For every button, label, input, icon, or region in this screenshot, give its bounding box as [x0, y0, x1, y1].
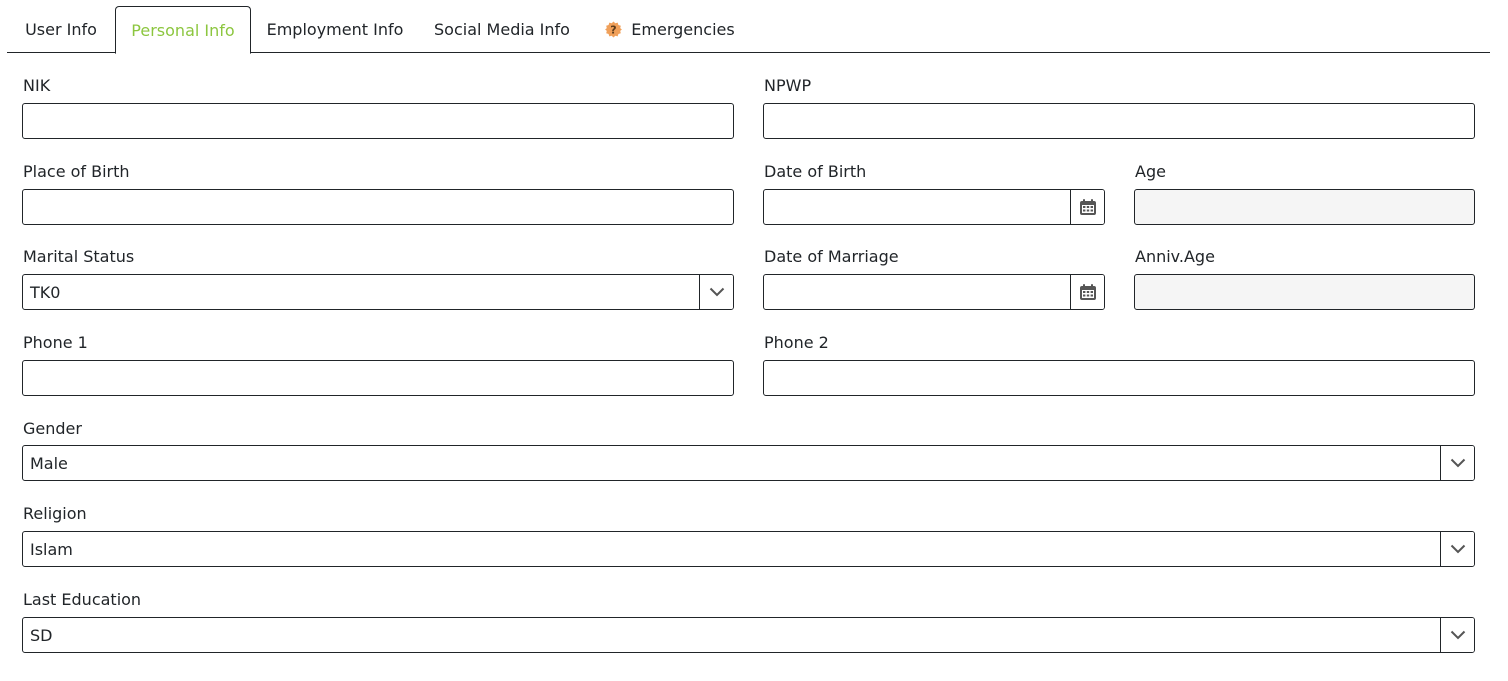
religion-select[interactable] [22, 531, 1475, 567]
phone-2-label: Phone 2 [764, 333, 829, 352]
place-of-birth-input[interactable] [22, 189, 734, 225]
date-of-marriage-input[interactable] [763, 274, 1105, 310]
npwp-label: NPWP [764, 76, 812, 95]
age-input [1134, 189, 1475, 225]
tab-social-media-info[interactable] [419, 6, 585, 53]
age-label: Age [1135, 162, 1166, 181]
marital-status-label: Marital Status [23, 247, 135, 266]
gender-value: Male [30, 453, 68, 473]
chevron-down-icon[interactable] [1440, 532, 1474, 566]
nik-label: NIK [23, 76, 51, 95]
chevron-down-icon[interactable] [1440, 446, 1474, 480]
phone-2-input[interactable] [763, 360, 1475, 396]
religion-value: Islam [30, 539, 73, 559]
calendar-icon[interactable] [1070, 190, 1104, 224]
last-education-label: Last Education [23, 590, 142, 609]
calendar-icon[interactable] [1070, 275, 1104, 309]
gender-label: Gender [23, 419, 82, 438]
svg-text:?: ? [610, 23, 617, 37]
anniv-age-input [1134, 274, 1475, 310]
anniv-age-label: Anniv.Age [1135, 247, 1215, 266]
chevron-down-icon[interactable] [1440, 618, 1474, 652]
religion-label: Religion [23, 504, 87, 523]
tab-personal-info[interactable] [115, 6, 251, 54]
last-education-select[interactable] [22, 617, 1475, 653]
date-of-birth-label: Date of Birth [764, 162, 867, 181]
tab-user-info[interactable] [7, 6, 115, 53]
date-of-marriage-label: Date of Marriage [764, 247, 899, 266]
nik-input[interactable] [22, 103, 734, 139]
tab-label: Social Media Info [434, 20, 570, 39]
phone-1-input[interactable] [22, 360, 734, 396]
gender-select[interactable] [22, 445, 1475, 481]
last-education-value: SD [30, 625, 53, 645]
tab-label: Employment Info [266, 20, 404, 39]
tab-label: Personal Info [131, 20, 235, 40]
phone-1-label: Phone 1 [23, 333, 88, 352]
npwp-input[interactable] [763, 103, 1475, 139]
marital-status-select[interactable] [22, 274, 734, 310]
tab-employment-info[interactable] [255, 6, 415, 53]
tab-label: User Info [25, 20, 97, 39]
tab-label: Emergencies [631, 20, 735, 39]
tab-bar [7, 6, 1490, 53]
marital-status-value: TK0 [30, 282, 61, 302]
place-of-birth-label: Place of Birth [23, 162, 130, 181]
date-of-birth-input[interactable] [763, 189, 1105, 225]
tab-emergencies[interactable] [595, 6, 745, 53]
help-badge-icon [605, 21, 622, 38]
chevron-down-icon[interactable] [699, 275, 733, 309]
